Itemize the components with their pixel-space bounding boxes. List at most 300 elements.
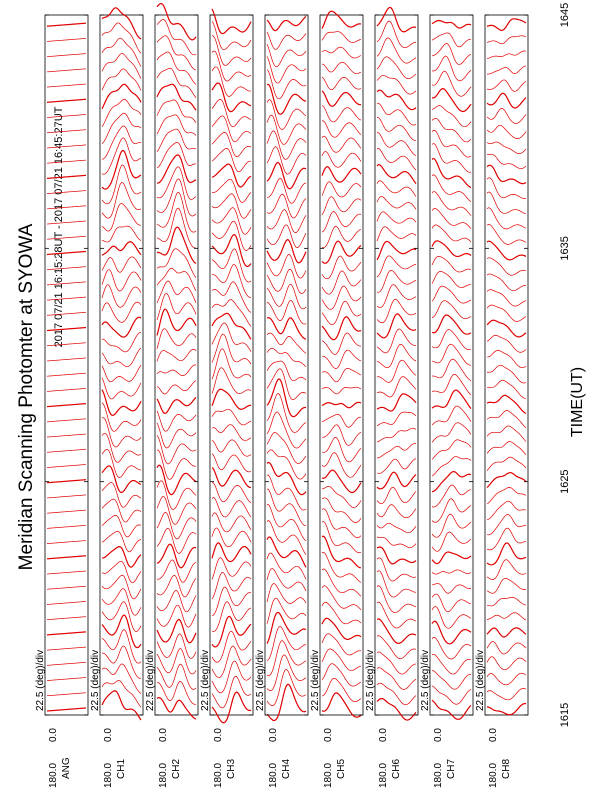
trace-line (102, 242, 141, 256)
trace-line (47, 54, 86, 57)
panel-ch6 (365, 7, 418, 788)
trace-line (47, 541, 86, 544)
trace-line (157, 227, 196, 263)
trace-line (267, 348, 306, 366)
trace-line (102, 332, 141, 351)
trace-line (47, 617, 86, 620)
trace-line (377, 299, 416, 323)
trace-line (322, 414, 361, 427)
panel-name-label: CH5 (336, 758, 347, 779)
trace-line (377, 523, 416, 532)
trace-line (377, 149, 416, 171)
trace-line (377, 181, 416, 197)
panel-name-label: CH7 (446, 758, 457, 779)
trace-line (267, 284, 306, 309)
trace-line (487, 515, 526, 535)
trace-line (102, 602, 141, 632)
scale-label: 22.5 (deg)/div (255, 649, 266, 711)
trace-line (377, 459, 416, 474)
trace-line (322, 121, 361, 137)
y-tick-min-label: 0.0 (213, 728, 224, 742)
y-tick-max-label: 180.0 (103, 762, 114, 788)
trace-line (47, 69, 86, 72)
panel-ch8 (475, 15, 528, 788)
trace-line (102, 646, 141, 678)
trace-line (432, 21, 471, 29)
trace-line (487, 66, 526, 74)
trace-line (47, 404, 86, 407)
y-tick-min-label: 0.0 (433, 728, 444, 742)
trace-line (432, 256, 471, 272)
trace-line (212, 265, 251, 298)
trace-line (487, 305, 526, 321)
trace-line (102, 589, 141, 616)
trace-line (322, 498, 361, 523)
trace-line (47, 556, 86, 559)
trace-line (102, 8, 141, 39)
trace-line (377, 165, 416, 184)
trace-line (102, 547, 141, 567)
y-tick-min-label: 0.0 (158, 728, 169, 742)
trace-line (322, 333, 361, 354)
trace-line (432, 654, 471, 674)
trace-line (47, 495, 86, 498)
trace-line (322, 664, 361, 686)
trace-line (377, 344, 416, 367)
trace-line (432, 390, 471, 409)
trace-line (47, 510, 86, 513)
trace-line (157, 497, 196, 525)
trace-line (377, 668, 416, 690)
trace-line (212, 300, 251, 327)
trace-line (157, 84, 196, 110)
scale-label: 22.5 (deg)/div (310, 649, 321, 711)
trace-line (267, 84, 306, 114)
trace-line (487, 442, 526, 455)
trace-line (267, 16, 306, 30)
trace-line (157, 397, 196, 413)
trace-line (377, 270, 416, 292)
trace-line (487, 51, 526, 59)
trace-line (212, 528, 251, 547)
trace-line (157, 664, 196, 689)
trace-line (47, 662, 86, 665)
trace-line (212, 543, 251, 562)
trace-line (102, 348, 141, 367)
trace-line (487, 224, 526, 244)
trace-line (102, 69, 141, 91)
trace-line (487, 290, 526, 306)
trace-line (157, 365, 196, 376)
scale-label: 22.5 (deg)/div (475, 649, 486, 711)
trace-line (47, 434, 86, 437)
trace-line (432, 423, 471, 443)
trace-line (212, 132, 251, 156)
trace-line (212, 99, 251, 126)
trace-line (322, 256, 361, 279)
panel-frame (45, 15, 88, 715)
trace-line (377, 103, 416, 125)
trace-line (322, 91, 361, 106)
trace-line (157, 481, 196, 510)
trace-line (212, 67, 251, 97)
trace-line (377, 90, 416, 109)
trace-line (102, 575, 141, 599)
trace-line (377, 133, 416, 156)
trace-line (377, 505, 416, 518)
trace-line (487, 426, 526, 442)
trace-line (102, 378, 141, 399)
time-range-subtitle: 2017 07/21 16:15:28UT - 2017 07/21 16:45:27UT (53, 106, 65, 348)
trace-line (487, 125, 526, 138)
scale-label: 22.5 (deg)/div (145, 649, 156, 711)
trace-line (322, 197, 361, 215)
trace-line (47, 601, 86, 604)
trace-line (267, 669, 306, 705)
trace-line (432, 621, 471, 644)
trace-line (322, 241, 361, 263)
panel-ch4 (255, 15, 308, 788)
trace-line (432, 89, 471, 112)
panel-frame (430, 15, 473, 715)
trace-line (212, 409, 251, 425)
y-tick-max-label: 180.0 (268, 762, 279, 788)
x-axis-label: TIME(UT) (569, 366, 586, 438)
trace-line (102, 691, 141, 720)
trace-line (322, 387, 361, 394)
trace-line (102, 561, 141, 582)
trace-line (377, 360, 416, 382)
y-tick-min-label: 0.0 (488, 728, 499, 742)
trace-line (267, 240, 306, 263)
trace-line (102, 515, 141, 537)
trace-line (322, 509, 361, 538)
trace-line (212, 498, 251, 517)
panel-frame (265, 15, 308, 715)
trace-line (487, 501, 526, 520)
trace-line (322, 271, 361, 294)
chart-title: Meridian Scanning Photomter at SYOWA (16, 223, 37, 571)
trace-line (487, 192, 526, 214)
trace-line (487, 165, 526, 183)
trace-line (377, 197, 416, 210)
trace-line (267, 333, 306, 353)
trace-line (157, 423, 196, 448)
trace-line (157, 268, 196, 291)
trace-line (322, 425, 361, 446)
trace-line (322, 350, 361, 369)
panel-name-label: ANG (61, 757, 72, 779)
panel-frame (155, 15, 198, 715)
trace-line (157, 115, 196, 136)
trace-line (102, 84, 141, 109)
trace-line (157, 450, 196, 479)
trace-line (487, 350, 526, 367)
y-tick-max-label: 180.0 (488, 762, 499, 788)
trace-line (322, 47, 361, 58)
trace-line (322, 62, 361, 73)
scale-label: 22.5 (deg)/div (365, 649, 376, 711)
trace-line (102, 53, 141, 78)
trace-line (487, 335, 526, 352)
trace-line (487, 108, 526, 123)
trace-line (322, 586, 361, 610)
trace-line (377, 21, 416, 48)
trace-line (47, 419, 86, 422)
trace-line (377, 227, 416, 241)
trace-line (157, 52, 196, 84)
trace-line (157, 436, 196, 464)
trace-line (432, 330, 471, 350)
y-tick-min-label: 0.0 (103, 728, 114, 742)
trace-line (487, 457, 526, 471)
trace-line (267, 432, 306, 463)
trace-line (377, 7, 416, 31)
trace-line (487, 597, 526, 606)
trace-line (102, 418, 141, 447)
panel-frame (100, 15, 143, 715)
trace-line (212, 440, 251, 456)
trace-line (157, 528, 196, 553)
trace-line (267, 504, 306, 540)
trace-line (212, 83, 251, 112)
trace-line (212, 349, 251, 379)
trace-line (157, 329, 196, 349)
trace-line (487, 258, 526, 275)
trace-line (432, 570, 471, 574)
trace-line (212, 323, 251, 352)
trace-line (267, 369, 306, 400)
trace-line (267, 32, 306, 49)
trace-line (267, 44, 306, 67)
trace-line (267, 163, 306, 189)
trace-line (487, 320, 526, 337)
trace-line (212, 9, 251, 34)
trace-line (102, 433, 141, 462)
trace-line (47, 388, 86, 391)
trace-line (432, 241, 471, 257)
trace-line (212, 692, 251, 723)
trace-line (212, 389, 251, 409)
trace-line (212, 661, 251, 693)
trace-line (322, 634, 361, 655)
trace-line (102, 151, 141, 189)
trace-line (212, 587, 251, 616)
trace-line (377, 377, 416, 397)
x-tick-label: 1635 (559, 236, 571, 261)
trace-line (432, 440, 471, 460)
trace-line (322, 602, 361, 623)
trace-line (267, 100, 306, 130)
trace-line (377, 619, 416, 643)
trace-line (432, 130, 471, 157)
trace-line (267, 194, 306, 218)
trace-line (377, 428, 416, 442)
trace-line (47, 678, 86, 681)
panel-frame (320, 15, 363, 715)
trace-line (102, 365, 141, 382)
trace-line (102, 99, 141, 127)
trace-line (377, 285, 416, 308)
trace-line (47, 373, 86, 376)
trace-line (157, 68, 196, 98)
trace-line (267, 300, 306, 324)
trace-line (267, 115, 306, 144)
trace-line (322, 106, 361, 122)
trace-line (102, 269, 141, 291)
trace-line (432, 552, 471, 564)
trace-line (432, 406, 471, 425)
trace-line (47, 571, 86, 574)
panel-name-label: CH4 (281, 758, 292, 779)
trace-line (157, 4, 196, 40)
trace-line (487, 543, 526, 565)
trace-line (377, 537, 416, 548)
trace-line (487, 673, 526, 685)
scale-label: 22.5 (deg)/div (420, 649, 431, 711)
trace-line (377, 443, 416, 457)
trace-line (377, 487, 416, 503)
y-tick-max-label: 180.0 (433, 762, 444, 788)
trace-line (102, 664, 141, 693)
trace-line (322, 437, 361, 462)
trace-line (267, 569, 306, 592)
trace-line (157, 249, 196, 278)
trace-line (157, 544, 196, 568)
trace-line (212, 51, 251, 81)
y-tick-min-label: 0.0 (48, 728, 59, 742)
trace-line (102, 317, 141, 337)
y-tick-min-label: 0.0 (323, 728, 334, 742)
trace-line (487, 19, 526, 31)
trace-line (487, 688, 526, 699)
y-tick-min-label: 0.0 (268, 728, 279, 742)
y-tick-max-label: 180.0 (378, 762, 389, 788)
trace-line (47, 693, 86, 696)
trace-line (432, 637, 471, 659)
scale-label: 22.5 (deg)/div (35, 649, 46, 711)
trace-line (267, 56, 306, 83)
y-tick-max-label: 180.0 (323, 762, 334, 788)
trace-line (102, 226, 141, 242)
trace-line (102, 285, 141, 308)
trace-line (322, 368, 361, 382)
trace-line (267, 537, 306, 567)
trace-line (267, 612, 306, 643)
panel-ch3 (200, 9, 253, 788)
trace-line (157, 349, 196, 361)
trace-line (322, 11, 361, 28)
trace-line (322, 182, 361, 197)
trace-line (432, 514, 471, 537)
y-tick-max-label: 180.0 (48, 762, 59, 788)
trace-line (432, 532, 471, 551)
trace-line (157, 575, 196, 597)
trace-line (102, 499, 141, 522)
trace-line (212, 235, 251, 267)
trace-line (157, 649, 196, 675)
trace-line (432, 271, 471, 287)
trace-line (157, 36, 196, 70)
x-tick-label: 1615 (559, 702, 571, 728)
trace-line (487, 36, 526, 44)
trace-line (487, 613, 526, 620)
trace-line (377, 652, 416, 674)
x-tick-label: 1625 (559, 469, 571, 494)
trace-line (47, 358, 86, 361)
trace-line (377, 636, 416, 659)
trace-line (322, 536, 361, 568)
trace-line (47, 586, 86, 589)
trace-line (267, 463, 306, 495)
trace-line (377, 314, 416, 338)
trace-line (432, 301, 471, 319)
trace-line (377, 472, 416, 489)
panel-ch5 (310, 11, 363, 788)
trace-line (487, 657, 526, 670)
y-tick-min-label: 0.0 (378, 728, 389, 742)
y-tick-max-label: 180.0 (213, 762, 224, 788)
trace-line (432, 225, 471, 242)
trace-line (322, 152, 361, 168)
trace-line (432, 485, 471, 507)
trace-line (432, 499, 471, 522)
trace-line (157, 411, 196, 431)
trace-line (322, 552, 361, 582)
trace-line (47, 23, 86, 26)
trace-line (47, 480, 86, 483)
trace-line (487, 578, 526, 593)
panel-ch2 (145, 4, 198, 788)
panel-name-label: CH2 (171, 758, 182, 779)
scale-label: 22.5 (deg)/div (200, 649, 211, 711)
trace-line (377, 683, 416, 705)
trace-line (487, 473, 526, 488)
trace-line (267, 394, 306, 433)
panel-name-label: CH6 (391, 758, 402, 779)
trace-line (267, 450, 306, 479)
trace-line (377, 212, 416, 223)
trace-line (102, 466, 141, 493)
trace-line (377, 256, 416, 277)
trace-line (487, 142, 526, 154)
trace-line (212, 36, 251, 66)
panel-name-label: CH3 (226, 758, 237, 779)
panel-name-label: CH1 (116, 758, 127, 779)
trace-line (432, 584, 471, 594)
trace-line (487, 411, 526, 428)
panel-ch7 (420, 15, 473, 788)
trace-line (322, 136, 361, 152)
trace-line (487, 80, 526, 91)
trace-line (212, 164, 251, 187)
trace-line (487, 641, 526, 654)
y-tick-max-label: 180.0 (158, 762, 169, 788)
trace-line (157, 309, 196, 335)
trace-line (102, 483, 141, 508)
trace-line (267, 521, 306, 555)
trace-line (432, 286, 471, 303)
trace-line (322, 212, 361, 233)
trace-line (322, 301, 361, 324)
trace-line (212, 482, 251, 502)
trace-line (487, 704, 526, 715)
trace-line (377, 412, 416, 426)
trace-line (487, 628, 526, 637)
trace-line (322, 569, 361, 596)
trace-line (322, 77, 361, 90)
trace-line (432, 106, 471, 127)
